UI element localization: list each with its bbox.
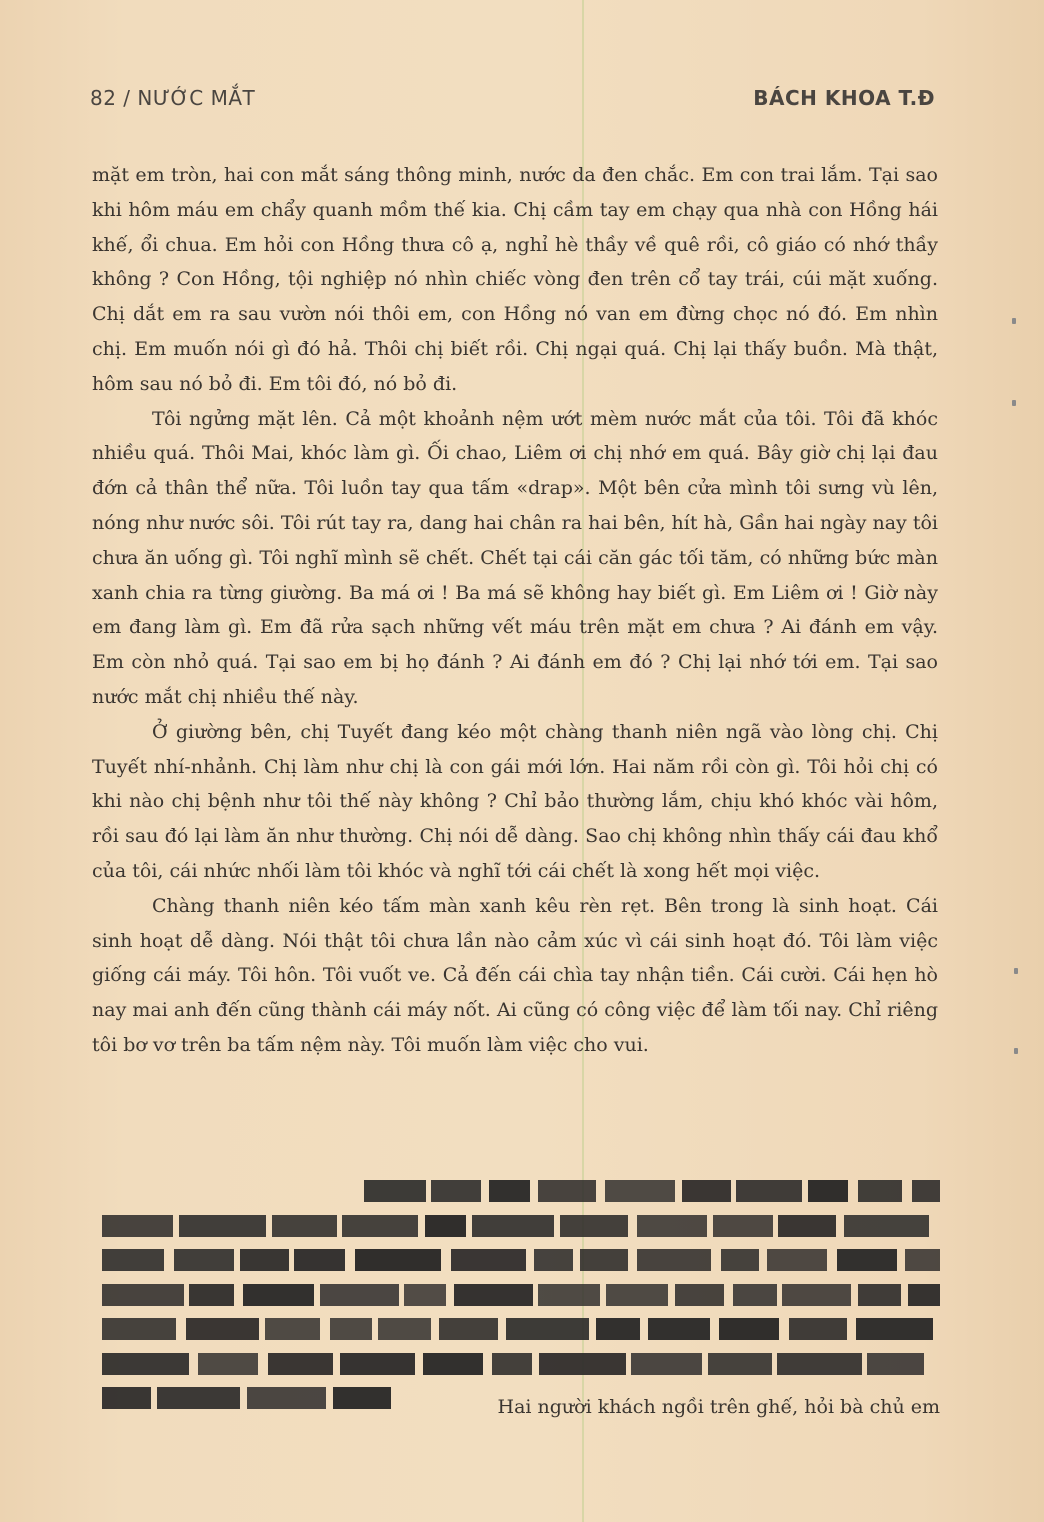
censor-block bbox=[102, 1249, 164, 1271]
page-header bbox=[90, 86, 935, 118]
censor-block bbox=[364, 1180, 426, 1202]
censor-block bbox=[472, 1215, 554, 1237]
censor-block bbox=[858, 1284, 901, 1306]
censor-block bbox=[767, 1249, 827, 1271]
censor-block bbox=[404, 1284, 446, 1306]
censor-block bbox=[534, 1249, 573, 1271]
censor-block bbox=[102, 1284, 184, 1306]
margin-mark bbox=[1012, 400, 1016, 406]
censor-block bbox=[102, 1387, 151, 1409]
censor-block bbox=[631, 1353, 702, 1375]
censor-block bbox=[856, 1318, 933, 1340]
paragraph: Chàng thanh niên kéo tấm màn xanh kêu rèn rẹt. Bên trong là sinh hoạt. Cái sinh hoạt dễ dàng. Nói thật tôi chưa lần nào cảm xúc vì cái sinh hoạt đó. Tôi làm việc giống cái máy. Tôi hôn. Tôi vuốt ve. Cả đến cái chìa tay nhận tiền. Cái cười. Cái hẹn hò nay mai anh đến cũng thành cái máy nốt. Ai cũng có công việc để làm tối nay. Chỉ riêng tôi bơ vơ trên ba tấm nệm này. Tôi muốn làm việc cho vui. bbox=[92, 894, 938, 1056]
censor-block bbox=[596, 1318, 640, 1340]
censor-block bbox=[102, 1353, 189, 1375]
censor-block bbox=[489, 1180, 530, 1202]
paragraph: Tôi ngửng mặt lên. Cả một khoảnh nệm ướt mèm nước mắt của tôi. Tôi đã khóc nhiều quá. Thôi Mai, khóc làm gì. Ối chao, Liêm ơi chị nhớ em quá. Bây giờ chị lại đau đớn cả thân thể nữa. Tôi luồn tay qua tấm «drap». Một bên cửa mình tôi sưng vù lên, nóng như nước sôi. Tôi rút tay ra, dang hai chân ra hai bên, hít hà, Gần hai ngày nay tôi chưa ăn uống gì. Tôi nghĩ mình sẽ chết. Chết tại cái căn gác tối tăm, có những bức màn xanh chia ra từng giường. Ba má ơi ! Ba má sẽ không hay biết gì. Em Liêm ơi ! Giờ này em đang làm gì. Em đã rửa sạch những vết máu trên mặt em chưa ? Ai đánh em vậy. Em còn nhỏ quá. Tại sao em bị họ đánh ? Ai đánh em đó ? Chị lại nhớ tới em. Tại sao nước mắt chị nhiều thế này. bbox=[92, 407, 938, 708]
paragraph: mặt em tròn, hai con mắt sáng thông minh, nước da đen chắc. Em con trai lắm. Tại sao khi hôm máu em chẩy quanh mồm thế kia. Chị cầm tay em chạy qua nhà con Hồng hái khế, ổi chua. Em hỏi con Hồng thưa cô ạ, nghỉ hè thầy về quê rồi, cô giáo có nhớ thầy không ? Con Hồng, tội nghiệp nó nhìn chiếc vòng đen trên cổ tay trái, cúi mặt xuống. Chị dắt em ra sau vườn nói thôi em, con Hồng nó van em đừng chọc nó đó. Em nhìn chị. Em muốn nói gì đó hả. Thôi chị biết rồi. Chị ngại quá. Chị lại thấy buồn. Mà thật, hôm sau nó bỏ đi. Em tôi đó, nó bỏ đi. bbox=[92, 164, 938, 395]
censor-block bbox=[198, 1353, 258, 1375]
censor-block bbox=[454, 1284, 533, 1306]
censor-block bbox=[174, 1249, 234, 1271]
censor-block bbox=[439, 1318, 498, 1340]
censor-block bbox=[858, 1180, 902, 1202]
censor-block bbox=[905, 1249, 940, 1271]
censor-block bbox=[538, 1284, 600, 1306]
censor-block bbox=[560, 1215, 628, 1237]
censor-block bbox=[265, 1318, 320, 1340]
censor-block bbox=[378, 1318, 431, 1340]
margin-mark bbox=[1012, 318, 1016, 324]
censor-block bbox=[186, 1318, 259, 1340]
censor-block bbox=[294, 1249, 345, 1271]
censor-block bbox=[538, 1180, 596, 1202]
censor-block bbox=[912, 1180, 940, 1202]
margin-mark bbox=[1014, 1048, 1018, 1054]
censor-block bbox=[777, 1353, 862, 1375]
censor-block bbox=[425, 1215, 466, 1237]
censor-block bbox=[272, 1215, 337, 1237]
censor-block bbox=[713, 1215, 773, 1237]
censor-block bbox=[355, 1249, 441, 1271]
censor-block bbox=[782, 1284, 851, 1306]
censor-block bbox=[240, 1249, 289, 1271]
censor-block bbox=[648, 1318, 710, 1340]
censor-block bbox=[243, 1284, 314, 1306]
censor-block bbox=[708, 1353, 772, 1375]
censor-block bbox=[189, 1284, 234, 1306]
censor-block bbox=[320, 1284, 399, 1306]
paragraph: Ở giường bên, chị Tuyết đang kéo một chàng thanh niên ngã vào lòng chị. Chị Tuyết nhí-nhảnh. Chị làm như chị là con gái mới lớn. Hai năm rồi còn gì. Tôi hỏi chị có khi nào chị bệnh như tôi thế này không ? Chỉ bảo thường lắm, chịu khó khóc vài hôm, rồi sau đó lại làm ăn như thường. Chị nói dễ dàng. Sao chị không nhìn thấy cái đau khổ của tôi, cái nhức nhối làm tôi khóc và nghĩ tới cái chết là xong hết mọi việc. bbox=[92, 720, 938, 882]
censor-block bbox=[247, 1387, 326, 1409]
censor-block bbox=[423, 1353, 483, 1375]
running-head: BÁCH KHOA T.Đ bbox=[753, 86, 935, 110]
censor-block bbox=[333, 1387, 391, 1409]
page-number-chapter: 82 / NƯỚC MẮT bbox=[90, 86, 256, 110]
censor-block bbox=[682, 1180, 731, 1202]
censor-block bbox=[102, 1215, 173, 1237]
censor-block bbox=[157, 1387, 240, 1409]
censor-block bbox=[789, 1318, 847, 1340]
censor-block bbox=[867, 1353, 924, 1375]
censor-block bbox=[431, 1180, 481, 1202]
censor-block bbox=[837, 1249, 897, 1271]
censor-block bbox=[733, 1284, 777, 1306]
censor-block bbox=[637, 1215, 707, 1237]
censor-block bbox=[340, 1353, 415, 1375]
censor-block bbox=[736, 1180, 802, 1202]
censor-block bbox=[342, 1215, 418, 1237]
censor-block bbox=[330, 1318, 372, 1340]
censor-block bbox=[580, 1249, 628, 1271]
censor-block bbox=[778, 1215, 836, 1237]
censor-block bbox=[675, 1284, 724, 1306]
body-text bbox=[92, 158, 938, 1063]
censor-block bbox=[721, 1249, 759, 1271]
censor-block bbox=[492, 1353, 532, 1375]
censor-block bbox=[605, 1180, 675, 1202]
censor-block bbox=[179, 1215, 266, 1237]
margin-mark bbox=[1014, 968, 1018, 974]
censor-block bbox=[506, 1318, 589, 1340]
censor-block bbox=[844, 1215, 929, 1237]
paragraph-tail: Hai người khách ngồi trên ghế, hỏi bà chủ em bbox=[497, 1396, 940, 1418]
censor-block bbox=[102, 1318, 176, 1340]
censor-block bbox=[268, 1353, 333, 1375]
censor-block bbox=[908, 1284, 940, 1306]
censor-block bbox=[808, 1180, 848, 1202]
censor-block bbox=[606, 1284, 668, 1306]
censor-block bbox=[637, 1249, 711, 1271]
censor-block bbox=[451, 1249, 526, 1271]
censor-block bbox=[539, 1353, 626, 1375]
censor-block bbox=[719, 1318, 779, 1340]
